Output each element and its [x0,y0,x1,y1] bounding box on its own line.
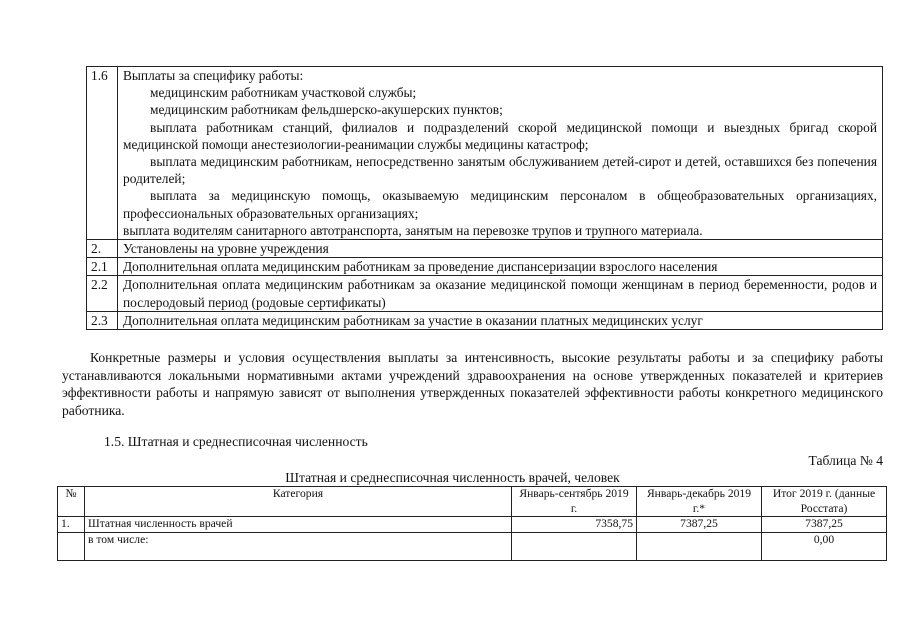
row-text [118,311,883,329]
table-number: Таблица № 4 [808,453,883,468]
row-number: 2.2 [87,276,118,311]
row-paragraph: выплата водителям санитарного автотранспорта, занятым на перевозке трупов и трупного материала. [123,222,703,238]
row-paragraph: Дополнительная оплата медицинским работникам за участие в оказании платных медицинских услуг [123,312,703,328]
cell-no: 1. [58,517,85,533]
header-category: Категория [85,487,512,517]
cell-total: 0,00 [762,532,887,560]
row-number: 2.1 [87,258,118,276]
table-row [87,67,883,240]
row-paragraph: Дополнительная оплата медицинским работникам за проведение диспансеризации взрослого населения [123,259,718,275]
header-jan-sep: Январь-сентябрь 2019 г. [512,487,637,517]
row-text [118,276,883,311]
cell-jan-dec: 7387,25 [637,517,762,533]
table-header-row [58,487,887,517]
row-text [118,240,883,258]
row-paragraph: выплата за медицинскую помощь, оказываемую медицинским персоналом в общеобразовательных организациях, профессиональных образовательных организациях; [123,188,877,221]
row-number: 2.3 [87,311,118,329]
cell-no [58,532,85,560]
payments-table [86,66,883,330]
cell-jan-sep: 7358,75 [512,517,637,533]
row-paragraph: медицинским работникам фельдшерско-акушерских пунктов; [150,102,503,118]
row-paragraph: Установлены на уровне учреждения [123,241,329,257]
row-number: 2. [87,240,118,258]
table-row [58,532,887,560]
row-paragraph: Выплаты за специфику работы: [123,68,304,83]
table-caption: Штатная и среднесписочная численность врачей, человек [285,470,620,485]
row-paragraph: выплата медицинским работникам, непосредственно занятым обслуживанием детей-сирот и детей, оставшихся без попечения родителей; [123,154,877,187]
header-jan-dec: Январь-декабрь 2019 г.* [637,487,762,517]
cell-jan-dec [637,532,762,560]
section-heading: 1.5. Штатная и среднесписочная численность [104,434,368,449]
row-paragraph: Дополнительная оплата медицинским работникам за оказание медицинской помощи женщинам в период беременности, родов и послеродовый период (родовые сертификаты) [123,277,877,310]
table-row [87,311,883,329]
body-paragraph: Конкретные размеры и условия осуществления выплаты за интенсивность, высокие результаты работы и за специфику работы устанавливаются локальными нормативными актами учреждений здравоохранения на основе утвержденных показателей и критериев эффективности работы и напрямую зависят от выполнения утвержденных показателей эффективности работы конкретного медицинского работника. [62,350,883,418]
row-text [118,258,883,276]
row-text [118,67,883,240]
table-row [87,276,883,311]
table-row [58,517,887,533]
header-total: Итог 2019 г. (данные Росстата) [762,487,887,517]
cell-category: в том числе: [85,532,512,560]
cell-jan-sep [512,532,637,560]
header-no: № [58,487,85,517]
cell-category: Штатная численность врачей [85,517,512,533]
row-paragraph: медицинским работникам участковой службы; [150,85,417,101]
cell-total: 7387,25 [762,517,887,533]
staffing-table [57,486,887,561]
row-paragraph: выплата работникам станций, филиалов и подразделений скорой медицинской помощи и выездных бригад скорой медицинской помощи анестезиологии-реанимации службы медицины катастроф; [123,119,877,152]
row-number: 1.6 [87,67,118,240]
table-row [87,258,883,276]
table-row [87,240,883,258]
